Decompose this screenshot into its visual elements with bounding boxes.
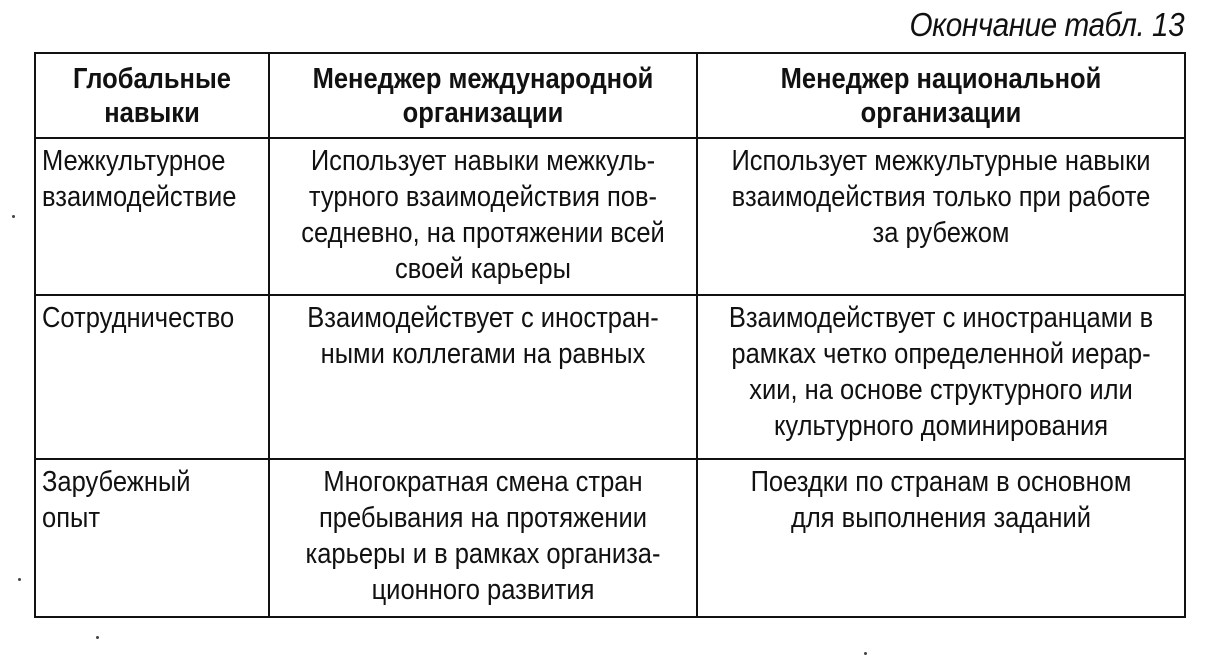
- scan-speck: [864, 652, 867, 655]
- cell-skill-text: Зарубежный опыт: [42, 466, 191, 534]
- cell-international: [269, 295, 697, 459]
- cell-international: [269, 459, 697, 617]
- cell-national: [697, 138, 1185, 295]
- cell-national-text: Поездки по странам в основном для выполнения заданий: [750, 466, 1132, 534]
- table-row: [35, 295, 1185, 459]
- cell-national: [697, 295, 1185, 459]
- cell-international-text: Использует навыки межкуль- турного взаимодействия пов- седневно, на протяжении всей своей карьеры: [301, 145, 665, 285]
- cell-skill-text: Сотрудничество: [42, 302, 235, 334]
- cell-skill-text: Межкультурное взаимодействие: [42, 145, 237, 213]
- table-row: [35, 138, 1185, 295]
- cell-skill: [35, 459, 269, 617]
- cell-national-text: Взаимодействует с иностранцами в рамках четко определенной иерар- хии, на основе структурного или культурного доминирования: [728, 302, 1154, 442]
- scan-speck: [96, 636, 99, 639]
- header-international-manager-label: Менеджер международной организации: [312, 62, 654, 129]
- scan-speck: [18, 578, 21, 581]
- cell-international-text: Взаимодействует с иностран- ными коллегами на равных: [307, 302, 659, 370]
- scan-speck: [12, 215, 15, 218]
- header-national-manager: [697, 53, 1185, 138]
- cell-national: [697, 459, 1185, 617]
- cell-skill: [35, 295, 269, 459]
- header-global-skills-label: Глобальные навыки: [73, 62, 231, 129]
- table-row: [35, 459, 1185, 617]
- comparison-table: [34, 52, 1186, 618]
- table-header-row: [35, 53, 1185, 138]
- cell-international: [269, 138, 697, 295]
- header-global-skills: [35, 53, 269, 138]
- cell-national-text: Использует межкультурные навыки взаимодействия только при работе за рубежом: [731, 145, 1151, 249]
- header-international-manager: [269, 53, 697, 138]
- header-national-manager-label: Менеджер национальной организации: [780, 62, 1102, 129]
- cell-skill: [35, 138, 269, 295]
- table-caption: Окончание табл. 13: [909, 6, 1184, 43]
- cell-international-text: Многократная смена стран пребывания на протяжении карьеры и в рамках организа- ционного развития: [305, 466, 661, 606]
